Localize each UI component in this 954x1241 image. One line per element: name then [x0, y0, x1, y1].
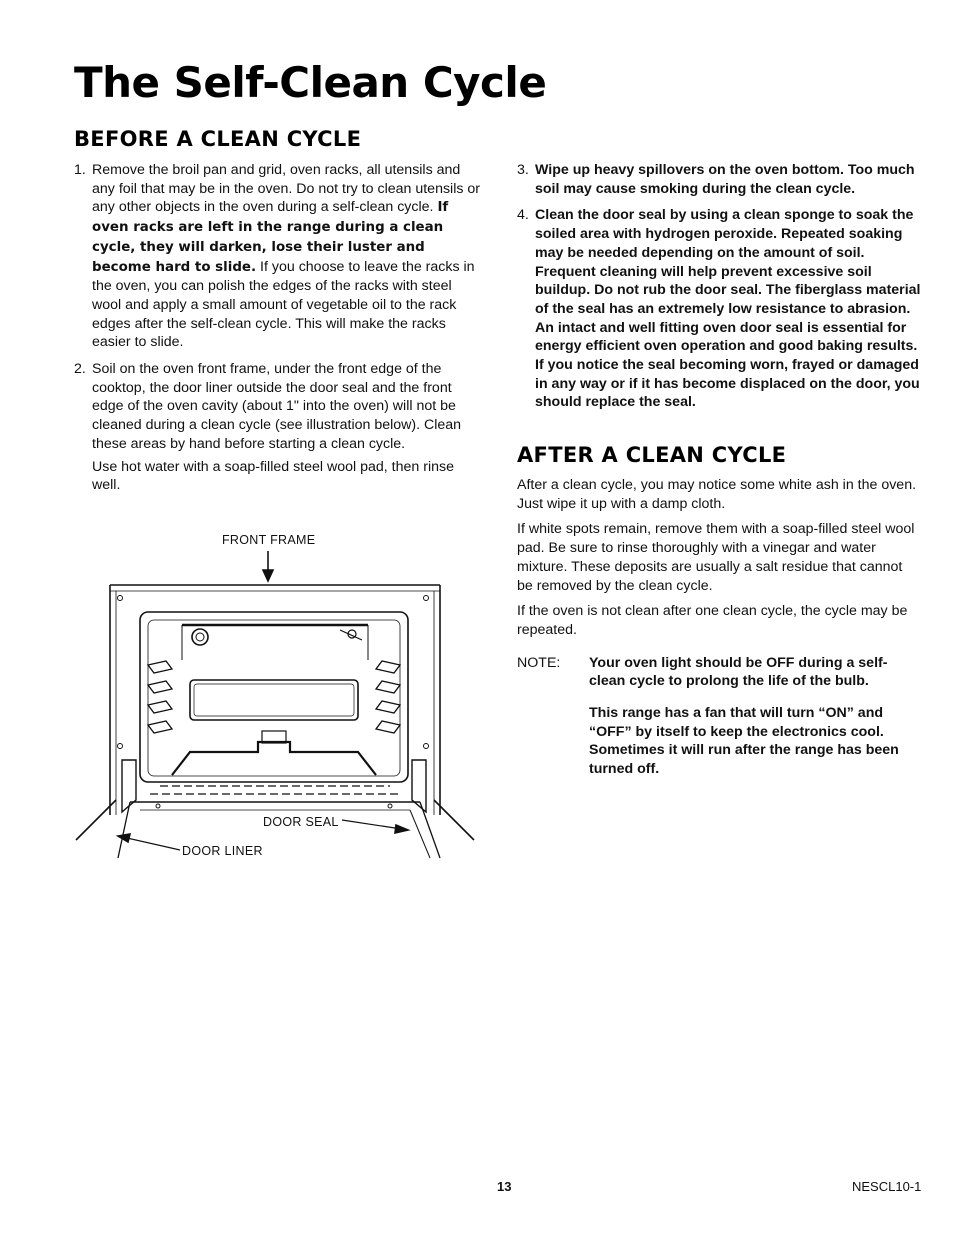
before-item-3 — [517, 161, 922, 198]
front-frame-arrow — [263, 551, 273, 581]
note-text-1: Your oven light should be OFF during a self-clean cycle to prolong the life of the bulb. — [589, 654, 888, 690]
item-3-text: Wipe up heavy spillovers on the oven bottom. Too much soil may cause smoking during the clean cycle. — [535, 162, 915, 197]
after-column — [517, 476, 922, 779]
document-code: NESCL10-1 — [852, 1179, 922, 1194]
page-number: 13 — [497, 1179, 512, 1194]
door-liner-label: DOOR LINER — [182, 844, 263, 858]
note-text-2: This range has a fan that will turn “ON” and “OFF” by itself to keep the electronics cool. Sometimes it will run after the range has been turned off. — [589, 705, 899, 778]
door-liner-leader — [118, 834, 180, 850]
oven-cavity — [140, 612, 408, 794]
door-seal-label: DOOR SEAL — [263, 815, 339, 829]
after-paragraph-2: If white spots remain, remove them with a soap-filled steel wool pad. Be sure to rinse thoroughly with a vinegar and water mixture. These deposits are usually a salt residue that cannot be removed by the clean cycle. — [517, 521, 915, 594]
item-number: 3. — [517, 162, 529, 178]
after-paragraph-3: If the oven is not clean after one clean cycle, the cycle may be repeated. — [517, 603, 908, 638]
before-item-4 — [517, 206, 922, 412]
item-1-text-a: Remove the broil pan and grid, oven racks, all utensils and any foil that may be in the oven. Do not try to clean utensils or any other objects in the oven during a self-clean cycle. — [92, 162, 481, 216]
item-2-text: Soil on the oven front frame, under the front edge of the cooktop, the door liner outside the door seal and the front edge of the oven cavity (about 1" into the oven) will not be cleaned during a clean cycle (see illustration below). Clean these areas by hand before starting a clean cycle. — [92, 361, 462, 452]
item-number: 1. — [74, 162, 86, 178]
door-seal-leader — [342, 820, 408, 833]
page-title: The Self-Clean Cycle — [74, 58, 547, 107]
front-frame — [110, 585, 440, 815]
note-block — [517, 654, 922, 779]
item-number: 4. — [517, 207, 529, 224]
item-number: 2. — [74, 361, 86, 378]
oven-door — [76, 800, 474, 858]
after-paragraph-1: After a clean cycle, you may notice some white ash in the oven. Just wipe it up with a damp cloth. — [517, 477, 917, 512]
before-heading: BEFORE A CLEAN CYCLE — [74, 127, 362, 151]
item-2-extra: Use hot water with a soap-filled steel wool pad, then rinse well. — [92, 458, 454, 494]
item-1-text-c: If you choose to leave the racks in the oven, you can polish the edges of the racks with steel wool and apply a small amount of vegetable oil to the rack edges after the self-clean cycle. This will make the racks easier to slide. — [92, 258, 475, 351]
right-column — [517, 161, 922, 412]
item-4-text: Clean the door seal by using a clean sponge to soak the soiled area with hydrogen peroxide. Repeated soaking may be needed depending on the amount of soil. Frequent cleaning will help prevent excessive soil buildup. Do not rub the door seal. The fiberglass material of the seal has an extremely low resistance to abrasion. An intact and well fitting oven door seal is essential for energy efficient oven operation and good baking results. If you notice the seal becoming worn, frayed or damaged in any way or if it has become displaced on the door, you should replace the seal. — [535, 207, 921, 411]
front-frame-label: FRONT FRAME — [222, 533, 316, 547]
item-1-warning: If oven racks are left in the range during a clean cycle, they will darken, lose their luster and become hard to slide. — [92, 200, 449, 275]
note-label: NOTE: — [517, 654, 561, 671]
after-heading: AFTER A CLEAN CYCLE — [517, 443, 787, 467]
